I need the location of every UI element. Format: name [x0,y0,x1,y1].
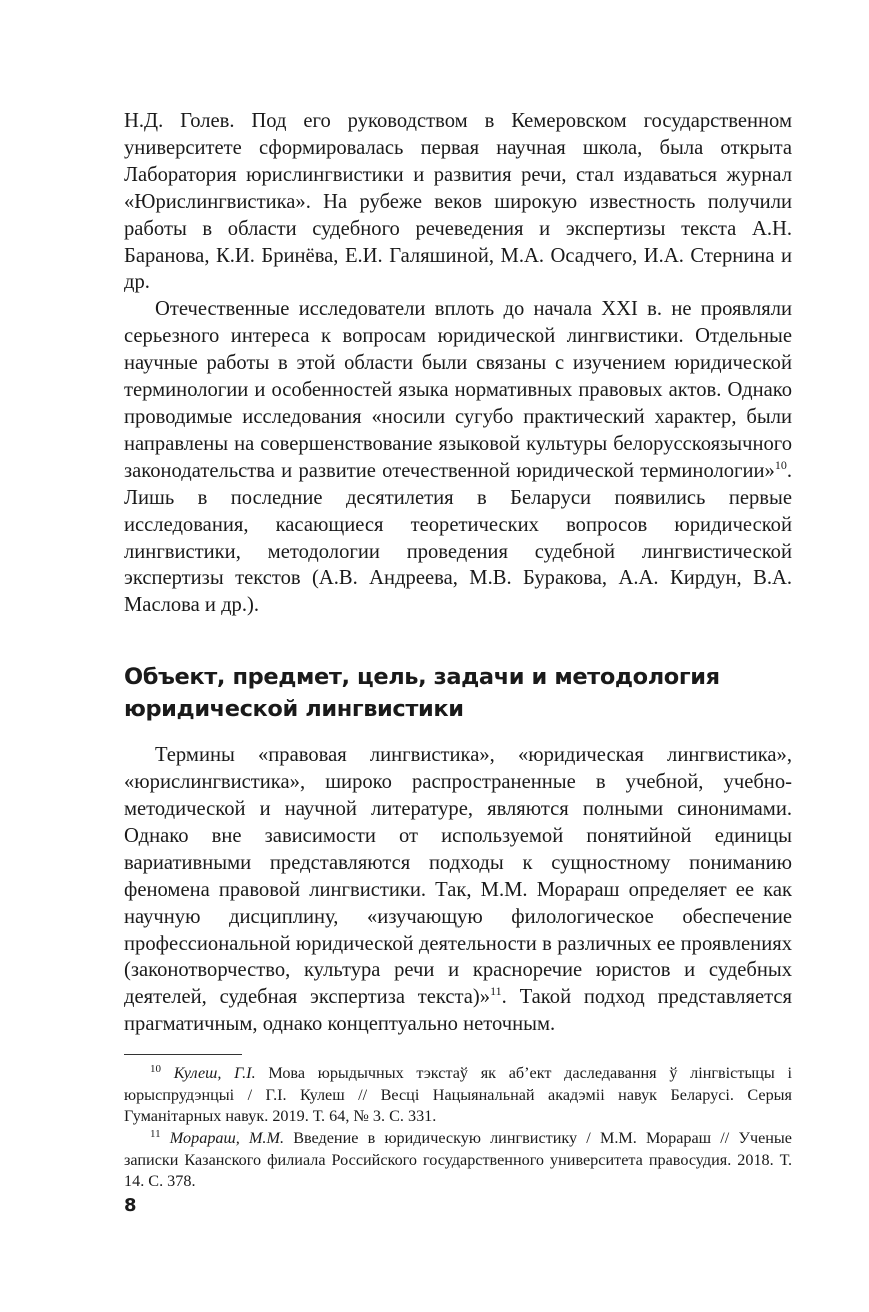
footnote-10-author: Кулеш, Г.І. [173,1064,256,1083]
paragraph-golev-text: Н.Д. Голев. Под его руководством в Кемеровском государственном университете сформировалась первая научная школа, была открыта Лаборатория юрислингвистики и развития речи, стал издаваться журнал «Юрислингвистика». На рубеже веков широкую известность получили работы в области судебного речеведения и экспертизы текста А.Н. Баранова, К.И. Бринёва, Е.И. Галяшиной, М.А. Осадчего, И.А. Стернина и др. [124,110,792,294]
footnote-11-author: Морараш, М.М. [169,1128,285,1147]
paragraph-domestic-research-text-2: . Лишь в последние десятилетия в Беларуси появились первые исследования, касающиеся теоретических вопросов юридической лингвистики, методологии проведения судебной лингвистической экспертизы текстов (А.В. Андреева, М.В. Буракова, А.А. Кирдун, В.А. Маслова и др.). [124,459,792,617]
paragraph-terms-text-2: . Такой подход представляется прагматичным, однако концептуально неточным. [124,986,792,1036]
footnote-11-text: Введение в юридическую лингвистику / М.М. Морараш // Ученые записки Казанского филиала Российского государственного университета правосудия. 2018. Т. 14. С. 378. [124,1128,792,1191]
paragraph-terms [124,742,792,1038]
footnote-ref-11[interactable]: 11 [490,984,502,999]
paragraph-terms-text-1: Термины «правовая лингвистика», «юридическая лингвистика», «юрислингвистика», широко распространенные в учебной, учебно-методической и научной литературе, являются полными синонимами. Однако вне зависимости от используемой понятийной единицы вариативными представляются подходы к сущностному пониманию феномена правовой лингвистики. Так, М.М. Морараш определяет ее как научную дисциплину, «изучающую филологическое обеспечение профессиональной юридической деятельности в различных ее проявлениях (законотворчество, культура речи и красноречие юристов и судебных деятелей, судебная экспертиза текста)» [124,744,792,1009]
footnote-divider [124,1054,242,1055]
paragraph-domestic-research [124,296,792,619]
footnote-10-text: Мова юрыдычных тэкстаў як аб’ект даследавання ў лінгвістыцы і юрыспрудэнцыі / Г.І. Кулеш // Весці Нацыянальнай акадэміі навук Беларусі. Серыя Гуманітарных навук. 2019. Т. 64, № 3. С. 331. [124,1064,793,1126]
footnote-10-number: 10 [150,1063,161,1076]
page-number: 8 [124,1195,137,1216]
footnote-11 [124,1128,792,1193]
section-heading-line-1: Объект, предмет, цель, задачи и методология [124,664,720,691]
paragraph-domestic-research-text-1: Отечественные исследователи вплоть до начала XXI в. не проявляли серьезного интереса к вопросам юридической лингвистики. Отдельные научные работы в этой области были связаны с изучением юридической терминологии и особенностей языка нормативных правовых актов. Однако проводимые исследования «носили сугубо практический характер, были направлены на совершенствование языковой культуры белорусскоязычного законодательства и развитие отечественной юридической терминологии» [124,298,792,482]
footnote-ref-10[interactable]: 10 [774,457,787,472]
section-heading-line-2: юридической лингвистики [124,696,464,723]
paragraph-golev [124,108,792,296]
footnote-11-number: 11 [150,1127,161,1140]
footnote-10 [124,1063,792,1128]
page-body [124,108,792,1193]
section-heading [124,661,792,725]
